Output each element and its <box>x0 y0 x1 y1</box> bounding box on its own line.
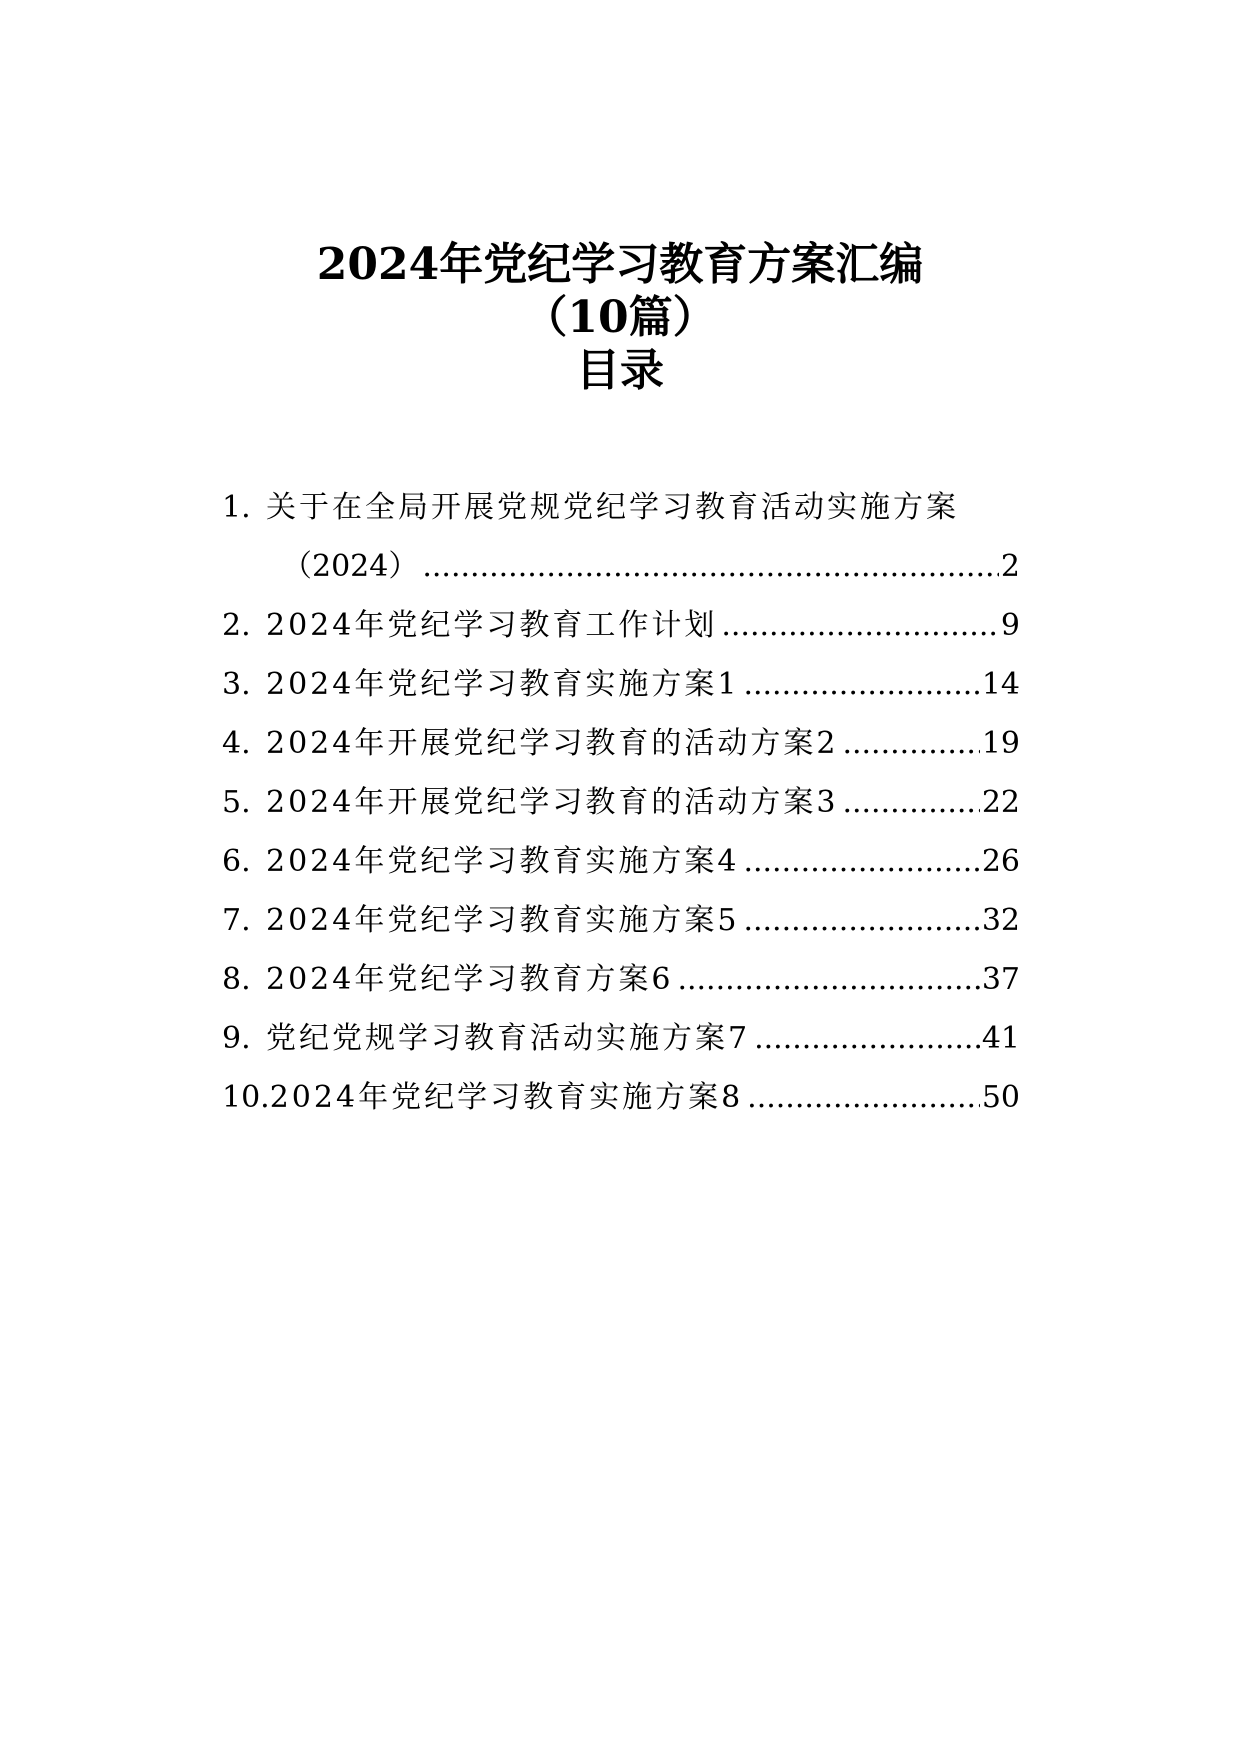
toc-leader-dots <box>743 832 979 891</box>
toc-entry-6[interactable] <box>222 832 1020 891</box>
toc-entry-title: 2024年党纪学习教育工作计划 <box>266 608 718 643</box>
toc-entry-title: 2024年开展党纪学习教育的活动方案3 <box>266 785 839 820</box>
toc-leader-dots <box>743 891 979 950</box>
toc-entry-title: 2024年党纪学习教育实施方案8 <box>269 1080 744 1115</box>
toc-entry-4[interactable] <box>222 714 1020 773</box>
toc-entry-number: 6. <box>222 844 251 879</box>
toc-entry-number: 10. <box>222 1080 270 1115</box>
toc-entry-number: 1. <box>222 490 251 525</box>
toc-entry-title: 2024年党纪学习教育实施方案5 <box>266 903 740 938</box>
toc-entry-3[interactable] <box>222 655 1020 714</box>
toc-entry-number: 7. <box>222 903 251 938</box>
toc-entry-title: 2024年党纪学习教育实施方案1 <box>266 667 740 702</box>
toc-leader-dots <box>743 655 979 714</box>
toc-leader-dots <box>842 714 979 773</box>
toc-entry-number: 5. <box>222 785 251 820</box>
toc-leader-dots <box>721 596 999 655</box>
toc-entry-number: 9. <box>222 1021 251 1056</box>
toc-leader-dots <box>422 537 999 596</box>
toc-entry-1[interactable] <box>222 478 1020 537</box>
toc-page-number: 19 <box>981 726 1020 761</box>
toc-page-number: 37 <box>981 962 1020 997</box>
toc-page-number: 50 <box>981 1080 1020 1115</box>
toc-entry-number: 8. <box>222 962 251 997</box>
toc-entry-9[interactable] <box>222 1009 1020 1068</box>
toc-leader-dots <box>747 1068 980 1127</box>
toc-entry-title: 2024年开展党纪学习教育的活动方案2 <box>266 726 839 761</box>
toc-entry-title: 关于在全局开展党规党纪学习教育活动实施方案 <box>266 490 959 525</box>
toc-page-number: 32 <box>981 903 1020 938</box>
toc-entry-title-continuation: （2024） <box>282 549 419 584</box>
toc-entry-number: 3. <box>222 667 251 702</box>
toc-entry-5[interactable] <box>222 773 1020 832</box>
toc-page-number: 26 <box>981 844 1020 879</box>
toc-page-number: 9 <box>1000 608 1020 643</box>
document-title <box>0 238 1240 397</box>
toc-entry-number: 4. <box>222 726 251 761</box>
toc-page-number: 41 <box>981 1021 1020 1056</box>
toc-leader-dots <box>842 773 979 832</box>
title-count: （10篇） <box>523 292 717 343</box>
toc-entry-title: 2024年党纪学习教育方案6 <box>266 962 674 997</box>
toc-entry-number: 2. <box>222 608 251 643</box>
toc-entry-2[interactable] <box>222 596 1020 655</box>
toc-leader-dots <box>677 950 979 1009</box>
toc-entry-10[interactable] <box>222 1068 1020 1127</box>
toc-leader-dots <box>754 1009 980 1068</box>
table-of-contents <box>222 478 1020 1127</box>
title-main: 2024年党纪学习教育方案汇编 <box>316 239 924 290</box>
toc-page-number: 22 <box>981 785 1020 820</box>
toc-entry-8[interactable] <box>222 950 1020 1009</box>
toc-entry-title: 党纪党规学习教育活动实施方案7 <box>266 1021 751 1056</box>
toc-entry-title: 2024年党纪学习教育实施方案4 <box>266 844 740 879</box>
title-contents: 目录 <box>576 345 664 396</box>
toc-entry-7[interactable] <box>222 891 1020 950</box>
toc-page-number: 14 <box>981 667 1020 702</box>
toc-page-number: 2 <box>1000 549 1020 584</box>
toc-entry-1-continuation[interactable] <box>222 537 1020 596</box>
